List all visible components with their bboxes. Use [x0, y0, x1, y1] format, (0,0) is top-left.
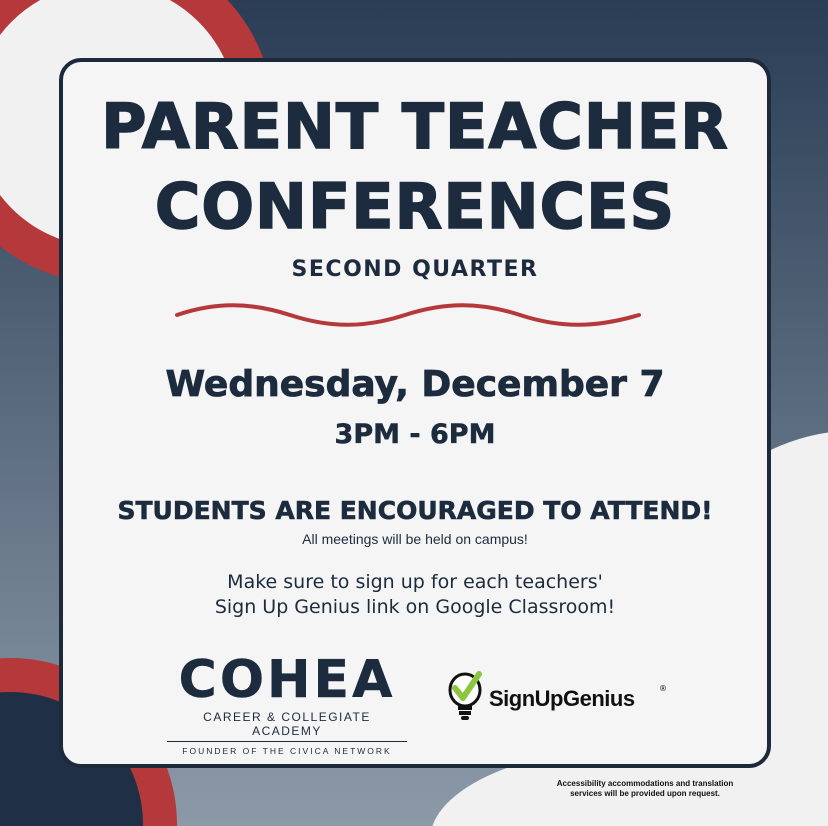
subtitle: SECOND QUARTER	[291, 257, 539, 282]
encourage-heading: STUDENTS ARE ENCOURAGED TO ATTEND!	[117, 496, 713, 525]
signupgenius-logo	[445, 670, 685, 730]
signup-line-1: Make sure to sign up for each teachers'	[227, 571, 603, 593]
cohea-founder: FOUNDER OF THE CIVICA NETWORK	[182, 746, 392, 756]
registered-mark: ®	[659, 684, 667, 693]
title-line-1: PARENT TEACHER	[101, 90, 729, 163]
wave-divider	[175, 300, 641, 330]
accessibility-line-1: Accessibility accommodations and translation	[556, 779, 734, 788]
lightbulb-check-icon	[445, 670, 487, 724]
signup-line-2: Sign Up Genius link on Google Classroom!	[214, 596, 616, 618]
event-time: 3PM - 6PM	[334, 419, 496, 450]
cohea-logo	[167, 650, 407, 756]
cohea-tagline: CAREER & COLLEGIATE ACADEMY	[167, 710, 407, 742]
accessibility-line-2: services will be provided upon request.	[570, 789, 720, 798]
event-date: Wednesday, December 7	[165, 364, 665, 405]
signup-instructions	[63, 570, 767, 620]
signupgenius-name: SignUpGenius	[489, 686, 635, 711]
title-line-2: CONFERENCES	[154, 170, 676, 243]
campus-note: All meetings will be held on campus!	[302, 531, 528, 547]
flyer-card	[59, 58, 771, 768]
accessibility-note	[520, 779, 770, 799]
cohea-name: COHEA	[178, 650, 396, 710]
